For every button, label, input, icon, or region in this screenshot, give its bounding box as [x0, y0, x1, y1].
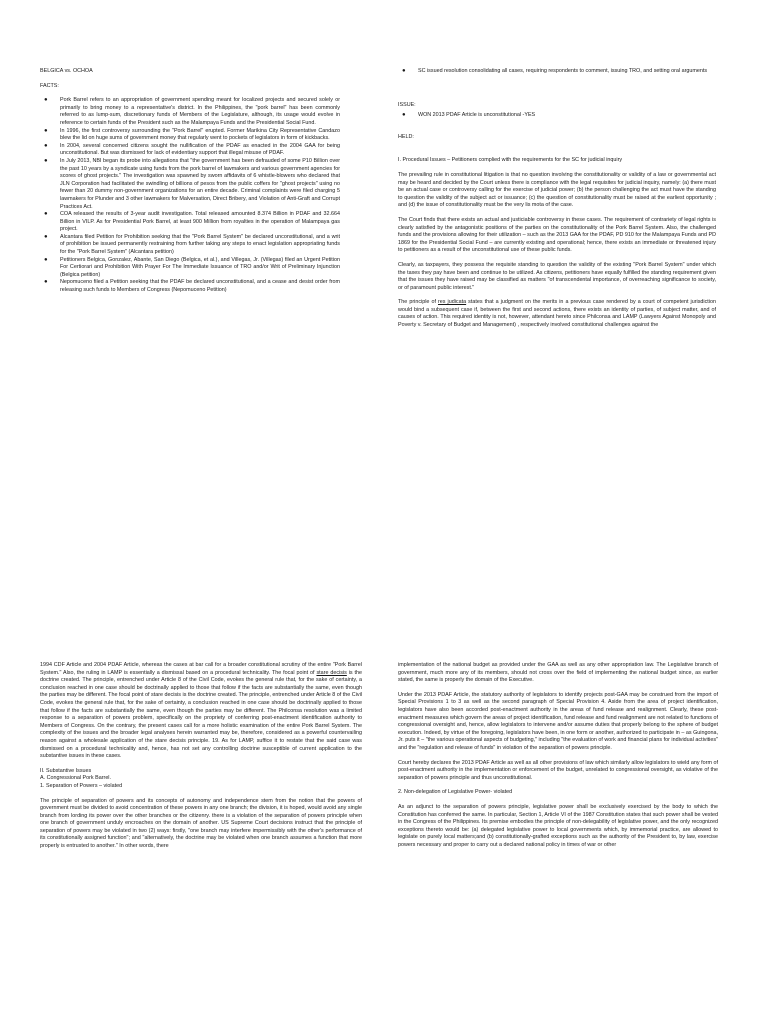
paragraph: Under the 2013 PDAF Article, the statutory authority of legislators to identify projects post-GAA may be construed from the import of Special Provisions 1 to 3 as well as the second paragraph of Special Provision 4. Aside from the area of project identification, legislators have also been accorded post-enactment authority in the areas of fund release and realignment. Clearly, these post-enactment measures which govern the areas of project identification, fund release and fund realignment are not related to functions of congressional oversight and, hence, allow legislators to intervene and/or assume duties that properly belong to the sphere of budget execution. Indeed, by virtue of the foregoing, legislators have been, in one form or another, authorized to participate in – as Guingona, Jr. puts it – "the various operational aspects of budgeting," including "the evaluation of work and financial plans for individual activities" and the "regulation and release of funds" in violation of the separation of powers principle. — [398, 691, 718, 751]
section-heading: 2. Non-delegation of Legislative Power- violated — [398, 789, 513, 796]
list-item: ● SC issued resolution consolidating all cases, requiring respondents to comment, issuing TRO, and setting oral arguments — [402, 68, 708, 74]
bullet-icon: ● — [44, 256, 48, 263]
paragraph: The principle of separation of powers and its concepts of autonomy and independence stem from the notion that the powers of government must be divided to avoid concentration of these powers in any one branch; the division, it is hoped, would avoid any single branch from lording its power over the other branches or the citizenry. there is a violation of the separation of powers principle when one branch of government unduly encroaches on the domain of another. US Supreme Court decisions instruct that the principle of separation of powers may be violated in two (2) ways: firstly, "one branch may interfere impermissibly with the other's performance of its constitutionally assigned function"; and "alternatively, the doctrine may be violated when one branch assumes a function that more properly is entrusted to another." In other words, there — [40, 797, 362, 850]
section-heading: A. Congressional Pork Barrel. — [40, 775, 112, 782]
bullet-icon: ● — [402, 68, 406, 74]
bullet-icon: ● — [402, 112, 406, 119]
list-item: ● WON 2013 PDAF Article is unconstitutional -YES — [402, 112, 536, 119]
list-item: ● Alcantara filed Petition for Prohibition seeking that the "Pork Barrel System" be declared unconstitutional, and a writ of prohibition be issued permanently restraining from further taking any steps to enact legislation appropriating funds for the "Pork Barrel System" (Alcantara petition) — [44, 233, 340, 256]
paragraph: As an adjunct to the separation of powers principle, legislative power shall be exclusively exercised by the body to which the Constitution has conferred the same. In particular, Section 1, Article VI of the 1987 Constitution states that such power shall be vested in the Congress of the Philippines. Its premise embodies the principle of non-delegability of legislative power, and the only recognized exceptions thereto would be: (a) delegated legislative power to local governments which, by immemorial practice, are allowed to legislate on purely local matters;and (b) constitutionally-grafted exceptions such as the authority of the President to, by law, exercise powers necessary and proper to carry out a declared national policy in times of war or other — [398, 803, 718, 848]
paragraph: The principle of res judicata states that a judgment on the merits in a previous case rendered by a court of competent jurisdiction would bind a subsequent case if, between the first and second actions, there exists an identity of parties, of subject matter, and of causes of action. This required identity is not, however, attendant hereto since Philconsa and LAMP (Lawyers Against Monopoly and Poverty v. Secretary of Budget and Management) , respectively involved constitutional challenges against the — [398, 299, 716, 329]
case-title: BELGICA vs. OCHOA — [40, 68, 93, 74]
paragraph: implementation of the national budget as provided under the GAA as well as any other appropriation law. The Legislative branch of government, much more any of its members, should not cross over the field of implementing the national budget since, as earlier stated, the same is properly the domain of the Executive. — [398, 662, 718, 684]
list-item: ● Petitioners Belgica, Gonzalez, Abante, San Diego (Belgica, et al.), and Villegas, Jr. (Villegas) filed an Urgent Petition For Certiorari and Prohibition With Prayer For The Immediate Issuance of TRO and/or Writ of Preliminary Injunction (Belgica petition) — [44, 256, 340, 278]
bullet-icon: ● — [44, 97, 48, 104]
stare-decisis-link[interactable]: stare decisis — [316, 669, 347, 676]
list-item: ● Nepomuceno filed a Petition seeking that the PDAF be declared unconstitutional, and a cease and desist order from releasing such funds to Members of Congress (Nepomuceno Petition) — [44, 279, 340, 294]
held-label: HELD: — [398, 133, 414, 140]
bullet-icon: ● — [44, 157, 48, 164]
section-heading: II. Substantive Issues — [40, 767, 92, 774]
facts-label: FACTS: — [40, 82, 59, 89]
bullet-icon: ● — [44, 233, 48, 240]
paragraph: The prevailing rule in constitutional litigation is that no question involving the constitutionality or validity of a law or governmental act may be heard and decided by the Court unless there is compliance with the legal requisites for judicial inquiry, namely: (a) there must be an actual case or controversy calling for the exercise of judicial power; (b) the person challenging the act must have the standing to question the validity of the subject act or issuance; (c) the question of constitutionality must be raised at the earliest opportunity ; and (d) the issue of constitutionality must be the very lis mota of the case. — [398, 171, 716, 209]
paragraph: Clearly, as taxpayers, they possess the requisite standing to question the validity of the existing "Pork Barrel System" under which the taxes they pay have been and continue to be utilized. As citizens, petitioners have equally fulfilled the standing requirement given that the issues they have raised may be classified as matters "of transcendental importance, of overreaching significance to society, or of paramount public interest." — [398, 261, 716, 291]
bullet-icon: ● — [44, 211, 48, 218]
substantive-column — [40, 662, 362, 858]
facts-list — [40, 97, 340, 294]
paragraph: Court hereby declares the 2013 PDAF Article as well as all other provisions of law which similarly allow legislators to wield any form of post-enactment authority in the implementation or enforcement of the budget, unrelated to congressional oversight, as violative of the separation of powers principle and thus unconstitutional. — [398, 759, 718, 781]
separation-column — [398, 662, 718, 856]
res-judicata-link[interactable]: res judicata — [438, 299, 467, 306]
list-item: ● In July 2013, NBI began its probe into allegations that "the government has been defrauded of some P10 Billion over the past 10 years by a syndicate using funds from the pork barrel of lawmakers and various government agencies for scores of ghost projects." The investigation was spawned by sworn affidavits of 6 whistle-blowers who declared that JLN Corporation had facilitated the swindling of billions of pesos from the public coffers for "ghost projects" using no fewer than 20 dummy non-government organizations for an entire decade. Criminal complaints were filed charging 5 lawmakers for Plunder and 3 other lawmakers for Malversation, Direct Bribery, and Violation of Anti-Graft and Corrupt Practices Act. — [44, 157, 340, 210]
paragraph: 1994 CDF Article and 2004 PDAF Article, whereas the cases at bar call for a broader constitutional scrutiny of the entire "Pork Barrel System." Also, the ruling in LAMP is essentially a dismissal based on a procedural technicality. The focal point of stare decisis is the doctrine created. The principle, entrenched under Article 8 of the Civil Code, evokes the general rule that, for the sake of certainty, a conclusion reached in one case should be doctrinally applied to those that follow if the facts are substantially the same, even though the parties may be different. The focal point of stare decisis is the doctrine created. The principle, entrenched under Article 8 of the Civil Code, evokes the general rule that, for the sake of certainty, a conclusion reached in one case should be doctrinally applied to those that follow if the facts are substantially the same, even though the parties may be different. The Philconsa resolution was a limited response to a separation of powers problem, specifically on the propriety of conferring post-enactment identification authority to Members of Congress. On the contrary, the present cases call for a more holistic examination of the entire Pork Barrel System. The complexity of the issues and the broader legal analyses herein warranted may be, therefore, considered as a powerful countervailing reason against a wholesale application of the stare decisis principle. 19. As for LAMP, suffice it to restate that the said case was dismissed on a procedural technicality and, hence, has not set any controlling doctrine susceptible of current application to the substantive issues in these cases. — [40, 662, 362, 760]
facts-column — [40, 68, 340, 295]
paragraph: The Court finds that there exists an actual and justiciable controversy in these cases. The requirement of contrariety of legal rights is clearly satisfied by the antagonistic positions of the parties on the constitutionality of the Pork Barrel System. Also, the challenged funds and the provisions allowing for their utilization – such as the 2013 GAA for the PDAF, PD 910 for the Malampaya Funds and PD 1869 for the Presidential Social Fund – are currently existing and operational; hence, there exists an immediate or threatened injury to petitioners as a result of the unconstitutional use of these public funds. — [398, 216, 716, 254]
section-heading: 1. Separation of Powers – violated — [40, 782, 123, 789]
list-item: ● Pork Barrel refers to an appropriation of government spending meant for localized projects and secured solely or primarily to bring money to a representative's district. In the Philippines, the "pork barrel" has been commonly referred to as lump-sum, discretionary funds of Members of the Legislature, although, its usage would evolve in reference to certain funds of the President such as the Malampaya Funds and the Presidential Social Fund. — [44, 97, 340, 126]
section-heading: I. Procedural Issues – Petitioners complied with the requirements for the SC for judicial inquiry — [398, 157, 623, 164]
list-item: ● In 1996, the first controversy surrounding the "Pork Barrel" erupted. Former Marikina City Representative Candazo blew the lid on huge sums of government money that regularly went to pockets of legislators in form of kickbacks. — [44, 127, 340, 142]
bullet-icon: ● — [44, 279, 48, 286]
list-item: ● In 2004, several concerned citizens sought the nullification of the PDAF as enacted in the 2004 GAA for being unconstitutional. But was dismissed for lack of evidentiary support that illegal misuse of PDAF. — [44, 142, 340, 157]
issue-held-column — [398, 68, 716, 337]
list-item: ● COA released the results of 3-year audit investigation. Total released amounted 8.374 Billion in PDAF and 32.664 Billion in VILP. As for Presidential Pork Barrel, at least 900 Million from royalties in the operation of Malampaya gas project. — [44, 211, 340, 233]
bullet-icon: ● — [44, 127, 48, 134]
issue-label: ISSUE: — [398, 101, 416, 108]
bullet-icon: ● — [44, 142, 48, 149]
